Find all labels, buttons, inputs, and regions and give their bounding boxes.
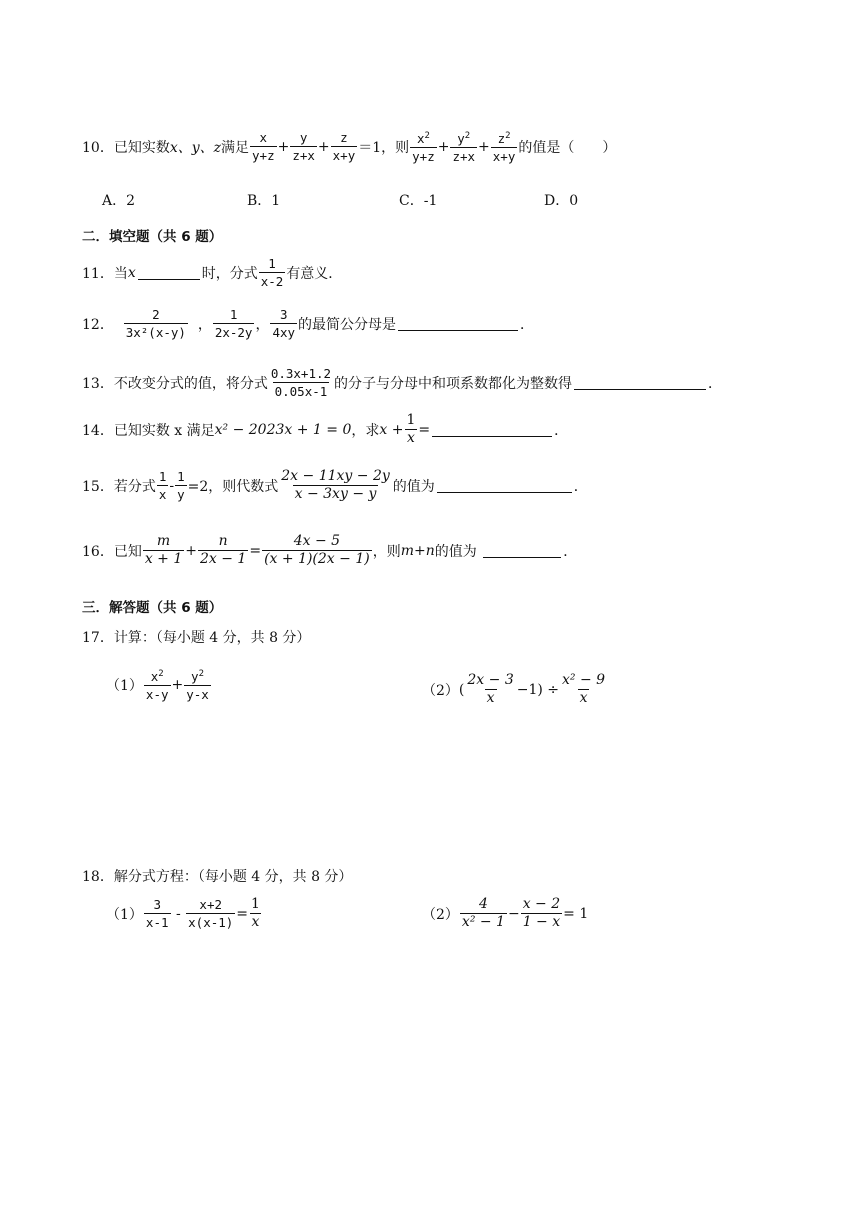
q17-p2-fraction-2: $\frac{\text{x² − 9}}{x}$	[562, 672, 606, 706]
section-2-heading: 二．填空题（共 6 题）	[82, 229, 223, 245]
q13-end: ．	[708, 375, 723, 392]
q10-options	[102, 190, 578, 210]
q16-fraction-2: $\frac{n}{2x - 1}$	[200, 533, 247, 567]
q10-fraction-1: $\frac{x}{y+z}$	[252, 130, 275, 164]
q12-post: 的最简公分母是	[298, 316, 397, 333]
q17-p1-plus: +	[171, 676, 184, 693]
q15-post: 的值为	[392, 478, 435, 495]
q11-pre: 11．当	[82, 265, 128, 282]
q18-p2-fraction-2: $\frac{x - 2}{1 - x}$	[522, 896, 561, 930]
question-10: 10．已知实数 x、y、z 满足 $\frac{x}{y+z}$ + $\frac{y}{z+x}$ + $\frac{z}{x+y}$ ＝1，则 $\frac{x^2}{y+z}$ + $\frac{y^2}{z+x}$ + $\frac{z^2}{x+y}$ 的值是（ ）	[82, 128, 616, 165]
q10-fraction-3: $\frac{z}{x+y}$	[332, 130, 356, 164]
q10-tail: 的值是（ ）	[518, 139, 617, 156]
q17-part-1	[106, 666, 212, 703]
q17-p2-mid: −1) ÷	[516, 681, 560, 698]
option-c: C．-1	[399, 193, 438, 209]
q11-answer-blank[interactable]	[138, 265, 200, 280]
q18-p1-minus: -	[175, 905, 181, 922]
q17-p2-open: (	[458, 681, 465, 698]
q17-p1-fraction-2: $\frac{y^2}{y-x}$	[186, 669, 209, 703]
q11-mid: 时，分式	[201, 265, 258, 282]
q10-vars: x、y、z	[169, 139, 222, 156]
q15-minus: -	[169, 477, 175, 494]
q15-end: ．	[573, 478, 588, 495]
q18-part-2	[422, 896, 588, 931]
q16-plus: +	[185, 542, 197, 559]
q10-cond: 满足	[221, 139, 250, 156]
q12-end: ．	[520, 316, 535, 333]
q17-p2-label: （2）	[422, 682, 459, 699]
q14-expr: x +	[379, 421, 404, 438]
option-a: A．2	[102, 193, 136, 209]
q18-p1-fraction-2: $\frac{x+2}{x(x-1)}$	[188, 897, 234, 930]
q13-pre: 13．不改变分式的值，将分式	[82, 375, 268, 392]
question-18-title: 18．解分式方程：（每小题 4 分，共 8 分）	[82, 869, 353, 885]
q18-p1-eq: =	[236, 905, 249, 922]
q15-eq: =2，则代数式	[187, 478, 279, 495]
q16-post2: 的值为	[434, 543, 477, 560]
q17-p1-fraction-1: $\frac{x^2}{x-y}$	[145, 669, 169, 703]
q16-post: ，则	[372, 543, 401, 560]
q18-p1-label: （1）	[106, 906, 143, 923]
question-12	[82, 306, 534, 341]
q12-fraction-3: $\frac{3}{4xy}$	[272, 307, 296, 340]
q10-fraction-6: $\frac{z^2}{x+y}$	[492, 131, 516, 165]
q10-fraction-2: $\frac{y}{z+x}$	[292, 130, 315, 164]
q16-fraction-3: $\frac{4x - 5}{(x + 1)(2x - 1)}$	[264, 533, 370, 567]
option-d: D．0	[544, 193, 579, 209]
q12-sep-2: ，	[255, 316, 270, 333]
q18-p2-minus: −	[507, 905, 520, 922]
q14-mid: ，求	[351, 422, 380, 439]
q12-pre: 12．	[82, 316, 114, 333]
q15-pre: 15．若分式	[82, 478, 156, 495]
section-3-heading: 三．解答题（共 6 题）	[82, 600, 223, 616]
q18-part-1	[106, 896, 263, 931]
q16-pre: 16．已知	[82, 543, 142, 560]
q12-sep-1: ，	[197, 316, 212, 333]
q18-p2-eq: = 1	[563, 905, 589, 922]
question-13	[82, 365, 722, 400]
q16-answer-blank[interactable]	[483, 543, 561, 558]
q17-p1-label: （1）	[106, 677, 143, 694]
q11-var: x	[127, 264, 136, 281]
q14-fraction: $\frac{1}{x}$	[406, 412, 416, 446]
question-16	[82, 533, 577, 568]
q14-equation: x² − 2023x + 1 = 0	[214, 421, 352, 438]
q16-end: ．	[563, 543, 578, 560]
q10-eq: ＝1，则	[358, 139, 410, 156]
question-11	[82, 255, 342, 290]
q18-p2-fraction-1: $\frac{4}{\text{x² − 1}}$	[461, 896, 505, 930]
q10-label: 10．已知实数	[82, 139, 170, 156]
q13-answer-blank[interactable]	[574, 375, 706, 390]
question-17-title: 17．计算：（每小题 4 分，共 8 分）	[82, 630, 311, 646]
q18-p1-fraction-1: $\frac{3}{x-1}$	[145, 897, 169, 930]
q12-fraction-1: $\frac{2}{\text{3x²(x-y)}}$	[125, 307, 186, 340]
q10-fraction-4: $\frac{x^2}{y+z}$	[412, 131, 435, 165]
q15-fraction-2: $\frac{1}{y}$	[177, 469, 185, 502]
q14-answer-blank[interactable]	[432, 422, 552, 437]
q16-fraction-1: $\frac{m}{x + 1}$	[144, 533, 183, 567]
q13-fraction: $\frac{0.3x+1.2}{0.05x-1}$	[270, 366, 332, 399]
question-14	[82, 412, 568, 447]
q15-fraction-1: $\frac{1}{x}$	[158, 469, 167, 502]
option-b: B．1	[247, 193, 281, 209]
q14-end: ．	[554, 422, 569, 439]
q11-post: 有意义．	[286, 265, 343, 282]
q12-fraction-2: $\frac{1}{2x-2y}$	[214, 307, 253, 340]
q10-fraction-5: $\frac{y^2}{z+x}$	[452, 131, 476, 165]
question-15	[82, 468, 588, 503]
q17-p2-fraction-1: $\frac{2x - 3}{x}$	[467, 672, 514, 706]
q14-pre: 14．已知实数 x 满足	[82, 422, 215, 439]
q18-p2-label: （2）	[422, 906, 459, 923]
q18-p1-fraction-3: $\frac{1}{x}$	[251, 896, 260, 930]
q17-part-2	[422, 672, 608, 707]
q15-answer-blank[interactable]	[437, 478, 572, 493]
q12-answer-blank[interactable]	[398, 316, 518, 331]
q13-post: 的分子与分母中和项系数都化为整数得	[334, 375, 573, 392]
q16-eq: =	[249, 542, 262, 559]
q14-post: =	[418, 421, 431, 438]
q16-mn: m+n	[400, 542, 435, 559]
q11-fraction: $\frac{1}{x-2}$	[260, 256, 284, 289]
q15-fraction-3: $\frac{2x - 11xy - 2y}{x - 3xy - y}$	[281, 468, 390, 502]
